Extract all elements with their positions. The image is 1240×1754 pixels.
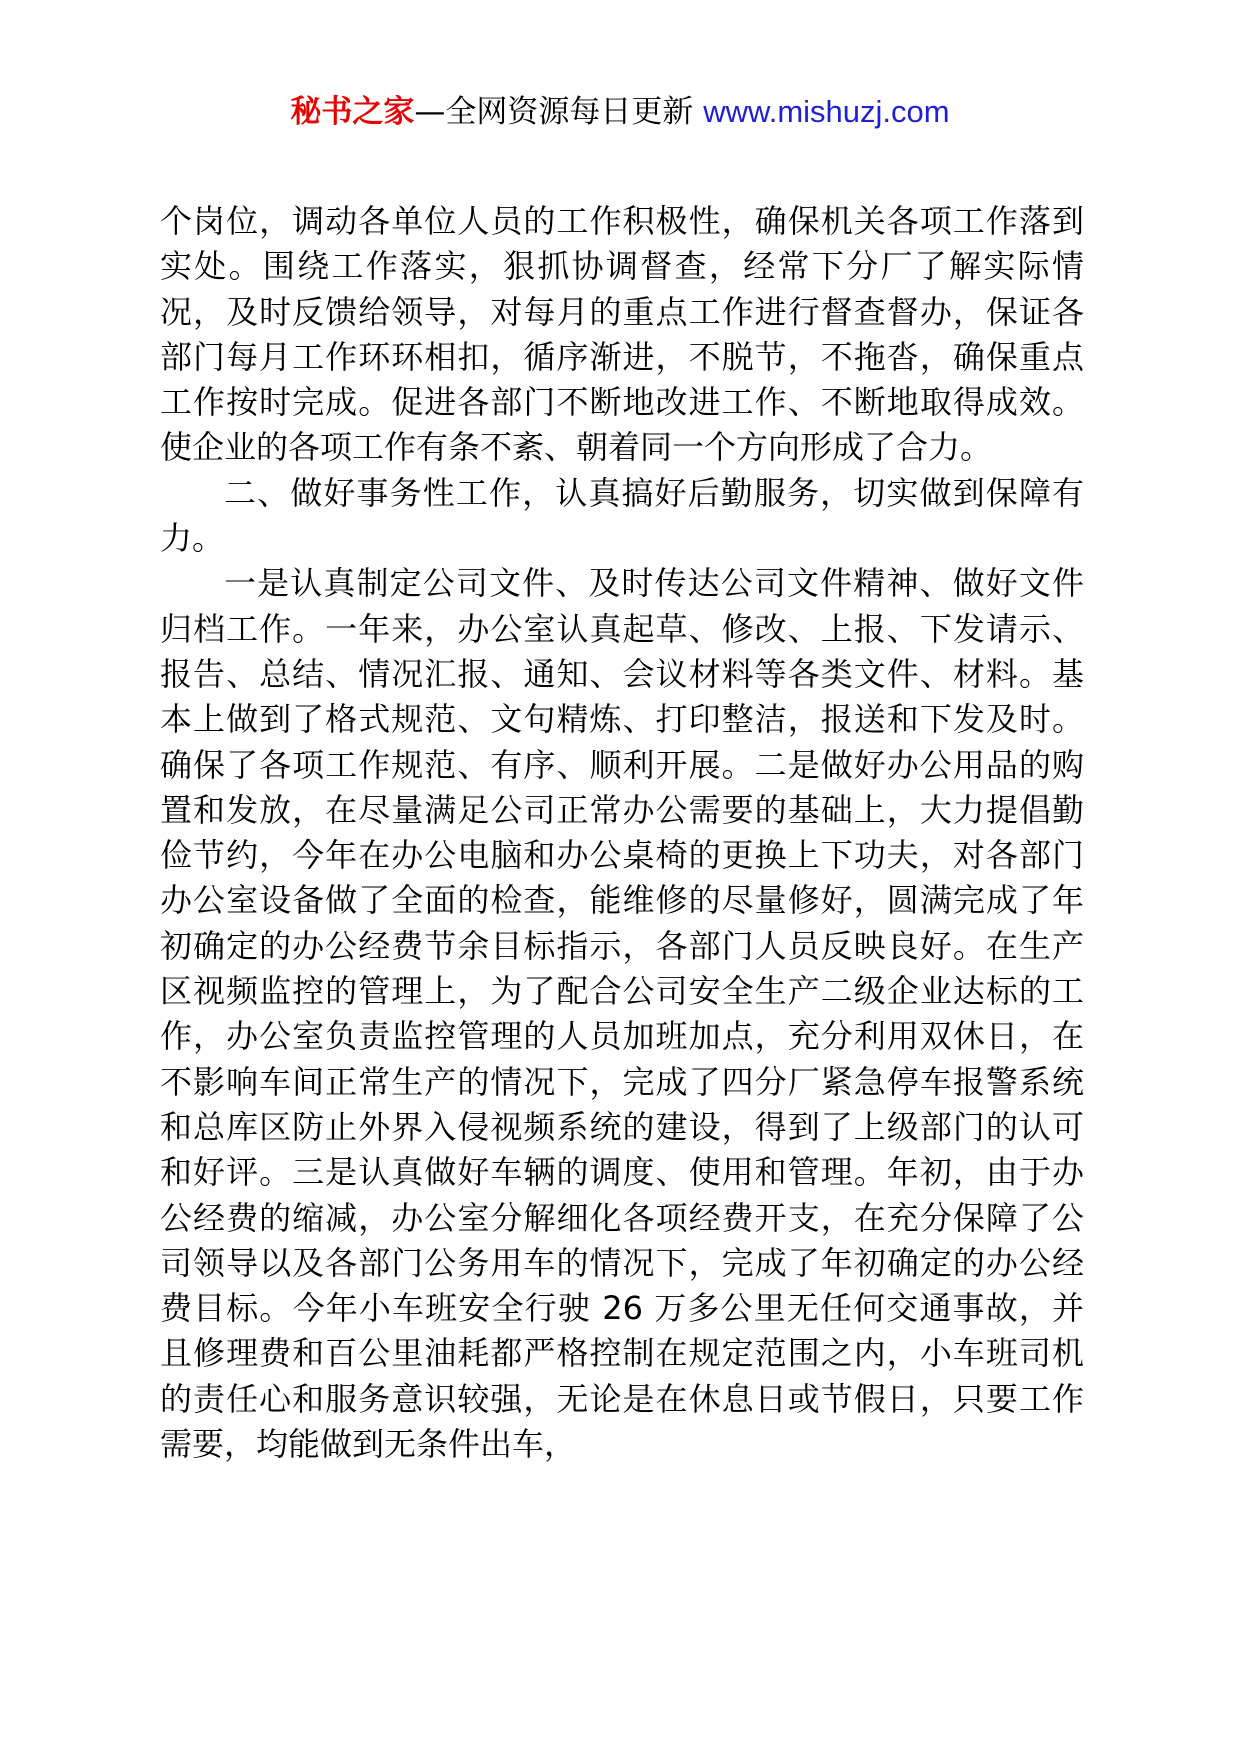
brand-name: 秘书之家 [290, 94, 415, 130]
paragraph-continuation: 个岗位，调动各单位人员的工作积极性，确保机关各项工作落到实处。围绕工作落实，狠抓协调督查，经常下分厂了解实际情况，及时反馈给领导，对每月的重点工作进行督查督办，保证各部门每月工作环环相扣，循序渐进，不脱节，不拖沓，确保重点工作按时完成。促进各部门不断地改进工作、不断地取得成效。使企业的各项工作有条不紊、朝着同一个方向形成了合力。 [160, 202, 1084, 467]
paragraph-body: 一是认真制定公司文件、及时传达公司文件精神、做好文件归档工作。一年来，办公室认真起草、修改、上报、下发请示、报告、总结、情况汇报、通知、会议材料等各类文件、材料。基本上做到了格式规范、文句精炼、打印整洁，报送和下发及时。确保了各项工作规范、有序、顺利开展。二是做好办公用品的购置和发放，在尽量满足公司正常办公需要的基础上，大力提倡勤俭节约，今年在办公电脑和办公桌椅的更换上下功夫，对各部门办公室设备做了全面的检查，能维修的尽量修好，圆满完成了年初确定的办公经费节余目标指示，各部门人员反映良好。在生产区视频监控的管理上，为了配合公司安全生产二级企业达标的工作，办公室负责监控管理的人员加班加点，充分利用双休日，在不影响车间正常生产的情况下，完成了四分厂紧急停车报警系统和总库区防止外界入侵视频系统的建设，得到了上级部门的认可和好评。三是认真做好车辆的调度、使用和管理。年初，由于办公经费的缩减，办公室分解细化各项经费开支，在充分保障了公司领导以及各部门公务用车的情况下，完成了年初确定的办公经费目标。今年小车班安全行驶 26 万多公里无任何交通事故，并且修理费和百公里油耗都严格控制在规定范围之内，小车班司机的责任心和服务意识较强，无论是在休息日或节假日，只要工作需要，均能做到无条件出车， [160, 564, 1084, 1464]
website-link[interactable]: www.mishuzj.com [703, 94, 950, 129]
document-body [160, 199, 1084, 1467]
header-tagline: —全网资源每日更新 [414, 94, 704, 130]
page-header [0, 92, 1240, 132]
section-heading: 二、做好事务性工作，认真搞好后勤服务，切实做到保障有力。 [160, 473, 1084, 558]
